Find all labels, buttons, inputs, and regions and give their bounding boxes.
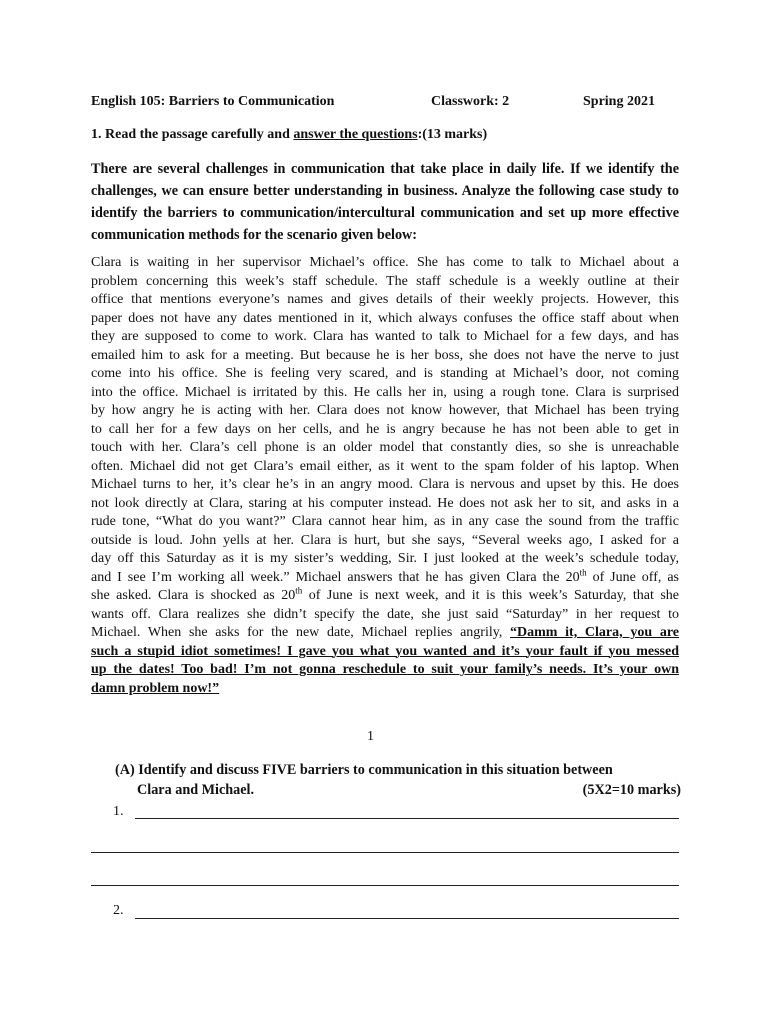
passage-line: by how angry he is acting with her. Clara does not know however, that Michael has been trying (91, 403, 679, 418)
intro-paragraph: There are several challenges in communication that take place in daily life. If we identify the challenges, we can ensure better understanding in business. Analyze the following case study to identify the barriers to communication/intercultural communication and set up more effective communication methods for the scenario given below: (91, 161, 679, 243)
passage-line: Clara is waiting in her supervisor Michael’s office. She has come to talk to Michael about a (91, 255, 679, 270)
passage-line: day off this Saturday as it is my sister’s wedding, Sir. I just looked at the week’s schedule today, (91, 551, 679, 566)
passage-line (91, 661, 679, 680)
case-study-passage (91, 254, 679, 698)
passage-text: of June off, as (586, 569, 679, 585)
passage-line (91, 624, 679, 643)
sub-question-a (115, 760, 681, 800)
answer-line[interactable] (91, 852, 679, 853)
question-1-underlined: answer the questions (293, 127, 418, 142)
quote-line: such a stupid idiot sometimes! I gave you what you wanted and it’s your fault if you messed (91, 643, 679, 659)
sub-question-line-2 (115, 780, 681, 800)
superscript-th: th (579, 566, 587, 577)
answer-line-1[interactable] (135, 818, 679, 819)
page-number: 1 (367, 729, 374, 744)
answer-number-2: 2. (113, 903, 124, 918)
sub-question-marks: (5X2=10 marks) (582, 782, 681, 798)
passage-text: of June is next week, and it is this week’s Saturday, that she (302, 588, 679, 603)
classwork-label: Classwork: 2 (431, 94, 510, 109)
passage-line: into the office. Michael is irritated by this. He calls her in, using a rough tone. Clara is surprised (91, 384, 679, 400)
passage-line (91, 680, 679, 699)
passage-text: she asked. Clara is shocked as 20 (91, 588, 296, 603)
answer-number-1: 1. (113, 804, 124, 819)
passage-text: and I see I’m working all week.” Michael answers that he has given Clara the 20 (91, 569, 580, 585)
passage-line: office that mentions everyone’s names and gives details of their weekly projects. However, this (91, 292, 679, 307)
passage-line (91, 643, 679, 662)
sub-question-line-1: (A) Identify and discuss FIVE barriers to communication in this situation between (115, 762, 613, 778)
passage-line: to call her for a few days on her cells, and he is angry because he has not been able to get in (91, 421, 679, 437)
passage-text: Michael. When she asks for the new date, Michael replies angrily, (91, 625, 511, 640)
passage-line: emailed him to ask for a meeting. But because he is her boss, she does not have the nerve to just (91, 347, 679, 363)
passage-line: touch with her. Clara’s cell phone is an older model that constantly dies, so she is unreachable (91, 440, 679, 455)
question-1-heading (91, 127, 487, 143)
passage-line: wants off. Clara realizes she didn’t specify the date, she just said “Saturday” in her request to (91, 606, 679, 622)
passage-line: rude tone, “What do you want?” Clara cannot hear him, as in any case the sound from the traffic (91, 514, 679, 529)
passage-line (91, 566, 679, 588)
quote-end: damn problem now!” (91, 680, 220, 696)
question-1-marks: :(13 marks) (417, 127, 488, 142)
passage-line (91, 587, 679, 606)
passage-line: problem concerning this week’s staff schedule. The staff schedule is a weekly outline at their (91, 273, 679, 289)
sub-question-text: Clara and Michael. (137, 782, 255, 798)
passage-line: paper does not have any dates mentioned in it, which always confuses the office staff about when (91, 310, 679, 326)
term-label: Spring 2021 (583, 94, 655, 109)
passage-line: not look directly at Clara, staring at his computer instead. He does not ask her to sit, and asks in a (91, 495, 679, 511)
answer-line-2[interactable] (135, 918, 679, 919)
superscript-th: th (295, 585, 303, 596)
passage-line: often. Michael did not get Clara’s email either, as it went to the spam folder of his laptop. When (91, 458, 679, 474)
passage-line: they are supposed to come to work. Clara has wanted to talk to Michael for a few days, and has (91, 329, 679, 344)
passage-line: outside is loud. John yells at her. Clara is hurt, but she says, “Several weeks ago, I asked for a (91, 532, 679, 548)
answer-line[interactable] (91, 885, 679, 886)
passage-line: Michael turns to her, it’s clear he’s in an angry mood. Clara is nervous and upset by this. He does (91, 477, 679, 492)
quote-text: “Damm it, Clara, you are (510, 625, 679, 640)
course-title: English 105: Barriers to Communication (91, 94, 335, 109)
passage-line: come into his office. She is feeling very scared, and is standing at Michael’s door, not coming (91, 366, 679, 381)
quote-line: up the dates! Too bad! I’m not gonna reschedule to suit your family’s needs. It’s your own (91, 662, 679, 677)
question-1-text: 1. Read the passage carefully and (91, 127, 294, 142)
